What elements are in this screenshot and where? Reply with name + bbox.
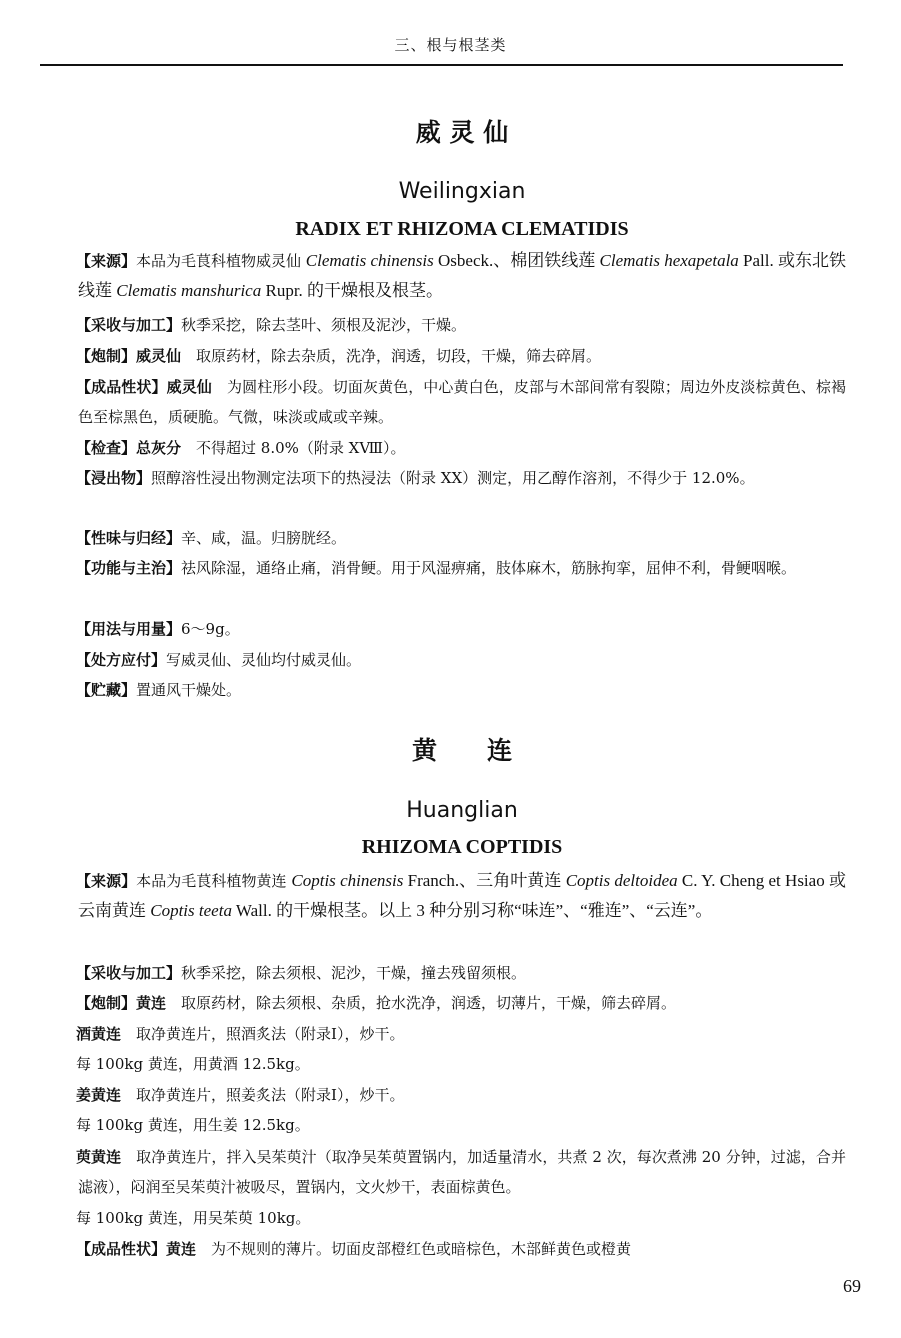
character-subheading: 威灵仙: [166, 378, 212, 396]
function-section: [78, 553, 846, 583]
source-text: C. Y. Cheng et Hsiao 或云南黄连: [78, 871, 846, 920]
evodia-processing: [78, 1142, 846, 1202]
inspection-subheading: 总灰分: [136, 439, 182, 457]
nature-text: 辛、咸，温。归膀胱经。: [181, 529, 347, 547]
wine-processing: [78, 1019, 846, 1049]
prescription-section: [78, 645, 846, 675]
source-text: Wall. 的干燥根茎。以上 3 种分别习称“味连”、“雅连”、“云连”。: [231, 901, 713, 920]
header-rule: [40, 64, 843, 66]
nature-label: 【性味与归经】: [76, 529, 182, 547]
inspection-section: [78, 433, 846, 463]
prescription-label: 【处方应付】: [76, 651, 167, 669]
extract-section: [78, 463, 846, 493]
species-name: Clematis chinensis: [305, 251, 434, 270]
inspection-label: 【检查】: [76, 439, 137, 457]
dosage-section: [78, 614, 846, 644]
source-text: 本品为毛茛科植物黄连: [136, 872, 292, 890]
processing-subheading: 黄连: [136, 994, 167, 1012]
character-label: 【成品性状】: [76, 1240, 167, 1258]
ginger-text: 取净黄连片，照姜炙法（附录Ⅰ），炒干。: [121, 1086, 405, 1104]
extract-text: 照醇溶性浸出物测定法项下的热浸法（附录 XX）测定，用乙醇作溶剂，不得少于 12.0%。: [151, 469, 755, 487]
running-header: 三、根与根茎类: [394, 36, 507, 54]
processing-subheading: 威灵仙: [136, 347, 182, 365]
function-text: 祛风除湿，通络止痛，消骨鲠。用于风湿痹痛，肢体麻木，筋脉拘挛，屈伸不利，骨鲠咽喉。: [181, 559, 797, 577]
processing-text: 取原药材，除去须根、杂质，抢水洗净，润透，切薄片，干燥，筛去碎屑。: [166, 994, 677, 1012]
harvest-text: 秋季采挖，除去茎叶、须根及泥沙，干燥。: [181, 316, 467, 334]
source-text: Pall. 或东北铁线莲: [78, 251, 846, 300]
storage-section: [78, 675, 846, 705]
nature-section: [78, 523, 846, 553]
evodia-ratio: 每 100kg 黄连，用吴茱萸 10kg。: [76, 1209, 311, 1227]
function-label: 【功能与主治】: [76, 559, 182, 577]
species-name: Clematis hexapetala: [599, 251, 739, 270]
page-number: 69: [843, 1276, 861, 1296]
inspection-text: 不得超过 8.0%（附录 XⅧ）。: [181, 439, 406, 457]
processing-section: [78, 341, 846, 371]
wine-text: 取净黄连片，照酒炙法（附录Ⅰ），炒干。: [121, 1025, 405, 1043]
ginger-ratio: 每 100kg 黄连，用生姜 12.5kg。: [76, 1116, 310, 1134]
species-name: Coptis deltoidea: [565, 871, 678, 890]
character-section: [78, 1234, 846, 1264]
storage-text: 置通风干燥处。: [136, 681, 242, 699]
prescription-text: 写威灵仙、灵仙均付威灵仙。: [166, 651, 362, 669]
source-label: 【来源】: [76, 872, 137, 890]
character-subheading: 黄连: [166, 1240, 197, 1258]
character-section: [78, 372, 846, 432]
wine-ratio: 每 100kg 黄连，用黄酒 12.5kg。: [76, 1055, 310, 1073]
processing-section: [78, 988, 846, 1018]
processing-label: 【炮制】: [76, 994, 137, 1012]
dosage-text: 6～9g。: [181, 620, 240, 638]
harvest-text: 秋季采挖，除去须根、泥沙，干燥，撞去残留须根。: [181, 964, 527, 982]
harvest-label: 【采收与加工】: [76, 316, 182, 334]
evodia-subheading: 萸黄连: [76, 1148, 122, 1166]
entry-latin-name-huanglian: RHIZOMA COPTIDIS: [361, 836, 563, 858]
source-text: Rupr. 的干燥根及根茎。: [261, 281, 444, 300]
source-text: Osbeck.、棉团铁线莲: [433, 251, 600, 270]
wine-subheading: 酒黄连: [76, 1025, 122, 1043]
ginger-subheading: 姜黄连: [76, 1086, 122, 1104]
source-text: 本品为毛茛科植物威灵仙: [136, 252, 306, 270]
entry-title-huanglian: 黄 连: [411, 736, 512, 765]
source-label: 【来源】: [76, 252, 137, 270]
evodia-text: 取净黄连片，拌入吴茱萸汁（取净吴茱萸置锅内，加适量清水，共煮 2 次，每次煮沸 20 分钟，过滤，合并滤液），闷润至吴茱萸汁被吸尽，置锅内，文火炒干，表面棕黄色。: [78, 1148, 846, 1196]
source-text: Franch.、三角叶黄连: [403, 871, 566, 890]
processing-label: 【炮制】: [76, 347, 137, 365]
ginger-processing: [78, 1080, 846, 1110]
entry-title-weilingxian: 威 灵 仙: [415, 118, 509, 147]
harvest-label: 【采收与加工】: [76, 964, 182, 982]
entry-pinyin-weilingxian: Weilingxian: [398, 179, 526, 204]
source-section: [78, 866, 846, 926]
character-text: 为圆柱形小段。切面灰黄色，中心黄白色，皮部与木部间常有裂隙；周边外皮淡棕黄色、棕褐色至棕黑色，质硬脆。气微，味淡或咸或辛辣。: [78, 378, 846, 426]
extract-label: 【浸出物】: [76, 469, 152, 487]
character-label: 【成品性状】: [76, 378, 167, 396]
species-name: Coptis teeta: [150, 901, 232, 920]
processing-text: 取原药材，除去杂质，洗净，润透，切段，干燥，筛去碎屑。: [181, 347, 602, 365]
harvest-section: [78, 310, 846, 340]
storage-label: 【贮藏】: [76, 681, 137, 699]
entry-pinyin-huanglian: Huanglian: [406, 798, 518, 823]
species-name: Clematis manshurica: [116, 281, 262, 300]
entry-latin-name-weilingxian: RADIX ET RHIZOMA CLEMATIDIS: [295, 218, 629, 240]
source-section: [78, 246, 846, 306]
harvest-section: [78, 958, 846, 988]
character-text: 为不规则的薄片。切面皮部橙红色或暗棕色，木部鲜黄色或橙黄: [196, 1240, 632, 1258]
dosage-label: 【用法与用量】: [76, 620, 182, 638]
species-name: Coptis chinensis: [291, 871, 404, 890]
